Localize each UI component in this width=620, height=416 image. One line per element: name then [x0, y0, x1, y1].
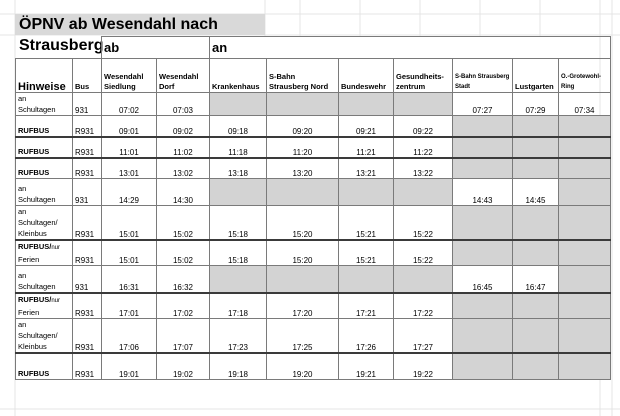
cell-gesundheitszentrum: 09:22 [394, 116, 453, 137]
cell-krankenhaus: 09:18 [210, 116, 267, 137]
cell-bundeswehr: 17:21 [339, 293, 394, 319]
table-row [16, 137, 611, 158]
cell-krankenhaus: 15:18 [210, 240, 267, 266]
cell-sbahn-nord: 09:20 [267, 116, 339, 137]
cell-bus: R931 [73, 293, 102, 319]
cell-sbahn-stadt [453, 137, 513, 158]
cell-lustgarten [513, 116, 559, 137]
cell-wesendahl-dorf: 13:02 [157, 158, 210, 179]
cell-krankenhaus [210, 179, 267, 206]
cell-grotewohl-ring [559, 353, 611, 380]
cell-gesundheitszentrum: 15:22 [394, 240, 453, 266]
cell-grotewohl-ring [559, 240, 611, 266]
cell-bundeswehr: 15:21 [339, 240, 394, 266]
rufbus-label: RUFBUS/nur [18, 242, 61, 251]
cell-grotewohl-ring [559, 179, 611, 206]
table-row [16, 116, 611, 137]
cell-sbahn-nord: 17:25 [267, 318, 339, 353]
rufbus-label: RUFBUS [18, 369, 50, 378]
cell-grotewohl-ring [559, 266, 611, 293]
cell-hinweis [16, 116, 73, 137]
table-row [16, 353, 611, 380]
header-lustgarten: Lustgarten [513, 59, 559, 93]
group-blank [73, 37, 102, 59]
cell-sbahn-stadt [453, 353, 513, 380]
table-row [16, 266, 611, 293]
cell-hinweis: an Schultagen [16, 266, 73, 293]
cell-wesendahl-dorf: 19:02 [157, 353, 210, 380]
cell-wesendahl-siedlung: 19:01 [102, 353, 157, 380]
cell-krankenhaus: 17:23 [210, 318, 267, 353]
cell-lustgarten [513, 137, 559, 158]
note-qualifier: nur [51, 297, 61, 304]
cell-hinweis [16, 353, 73, 380]
cell-sbahn-stadt [453, 240, 513, 266]
header-wesendahl-siedlung: Wesendahl Siedlung [102, 59, 157, 93]
cell-gesundheitszentrum [394, 266, 453, 293]
cell-wesendahl-siedlung: 15:01 [102, 206, 157, 241]
cell-krankenhaus: 19:18 [210, 353, 267, 380]
cell-gesundheitszentrum: 15:22 [394, 206, 453, 241]
cell-sbahn-stadt [453, 158, 513, 179]
cell-wesendahl-siedlung: 17:06 [102, 318, 157, 353]
cell-wesendahl-dorf: 17:02 [157, 293, 210, 319]
cell-wesendahl-dorf: 16:32 [157, 266, 210, 293]
cell-hinweis: an Schultagen/ Kleinbus [16, 318, 73, 353]
cell-hinweis [16, 137, 73, 158]
cell-sbahn-nord: 17:20 [267, 293, 339, 319]
cell-lustgarten [513, 240, 559, 266]
cell-sbahn-stadt [453, 206, 513, 241]
cell-krankenhaus: 11:18 [210, 137, 267, 158]
cell-gesundheitszentrum: 11:22 [394, 137, 453, 158]
table-row [16, 179, 611, 206]
cell-bus: R931 [73, 240, 102, 266]
cell-bundeswehr: 09:21 [339, 116, 394, 137]
cell-bus: R931 [73, 353, 102, 380]
cell-sbahn-stadt [453, 293, 513, 319]
cell-wesendahl-dorf: 15:02 [157, 206, 210, 241]
header-wesendahl-dorf: Wesendahl Dorf [157, 59, 210, 93]
cell-grotewohl-ring [559, 318, 611, 353]
cell-krankenhaus: 13:18 [210, 158, 267, 179]
table-row [16, 158, 611, 179]
table-row [16, 318, 611, 353]
header-gesundheitszentrum: Gesundheits-zentrum [394, 59, 453, 93]
cell-sbahn-stadt [453, 318, 513, 353]
cell-sbahn-nord [267, 179, 339, 206]
cell-hinweis: an Schultagen [16, 93, 73, 116]
cell-sbahn-stadt [453, 116, 513, 137]
cell-grotewohl-ring [559, 206, 611, 241]
cell-grotewohl-ring [559, 137, 611, 158]
cell-lustgarten: 16:47 [513, 266, 559, 293]
cell-krankenhaus: 15:18 [210, 206, 267, 241]
cell-lustgarten [513, 293, 559, 319]
cell-grotewohl-ring [559, 293, 611, 319]
cell-wesendahl-dorf: 07:03 [157, 93, 210, 116]
cell-wesendahl-siedlung: 14:29 [102, 179, 157, 206]
cell-bus: R931 [73, 137, 102, 158]
table-row [16, 293, 611, 319]
column-header-row [16, 59, 611, 93]
cell-lustgarten: 14:45 [513, 179, 559, 206]
cell-wesendahl-siedlung: 09:01 [102, 116, 157, 137]
timetable [15, 36, 611, 380]
cell-bundeswehr [339, 266, 394, 293]
cell-krankenhaus: 17:18 [210, 293, 267, 319]
cell-wesendahl-siedlung: 16:31 [102, 266, 157, 293]
cell-wesendahl-siedlung: 07:02 [102, 93, 157, 116]
rufbus-label: RUFBUS [18, 168, 50, 177]
cell-wesendahl-dorf: 09:02 [157, 116, 210, 137]
cell-krankenhaus [210, 93, 267, 116]
cell-sbahn-stadt: 07:27 [453, 93, 513, 116]
cell-sbahn-nord [267, 266, 339, 293]
cell-hinweis: an Schultagen/ Kleinbus [16, 206, 73, 241]
cell-bus: 931 [73, 179, 102, 206]
cell-wesendahl-siedlung: 15:01 [102, 240, 157, 266]
cell-gesundheitszentrum: 19:22 [394, 353, 453, 380]
table-row [16, 240, 611, 266]
table-row [16, 206, 611, 241]
group-blank [16, 37, 73, 59]
table-row [16, 93, 611, 116]
cell-lustgarten [513, 206, 559, 241]
cell-bus: 931 [73, 93, 102, 116]
cell-gesundheitszentrum [394, 93, 453, 116]
cell-sbahn-nord: 11:20 [267, 137, 339, 158]
cell-wesendahl-dorf: 14:30 [157, 179, 210, 206]
cell-grotewohl-ring [559, 116, 611, 137]
group-an: an [210, 37, 611, 59]
cell-hinweis: RUFBUS/nur Ferien [16, 293, 73, 319]
group-ab: ab [102, 37, 210, 59]
cell-bundeswehr: 15:21 [339, 206, 394, 241]
cell-sbahn-nord [267, 93, 339, 116]
rufbus-label: RUFBUS/nur [18, 294, 61, 304]
cell-bundeswehr: 13:21 [339, 158, 394, 179]
cell-bundeswehr [339, 93, 394, 116]
cell-bus: 931 [73, 266, 102, 293]
header-grotewohl-ring: O.-Grotewohl-Ring [559, 59, 611, 93]
cell-lustgarten [513, 318, 559, 353]
header-bundeswehr: Bundeswehr [339, 59, 394, 93]
cell-krankenhaus [210, 266, 267, 293]
cell-sbahn-nord: 15:20 [267, 206, 339, 241]
cell-lustgarten [513, 158, 559, 179]
cell-sbahn-nord: 19:20 [267, 353, 339, 380]
cell-bus: R931 [73, 116, 102, 137]
cell-bundeswehr: 19:21 [339, 353, 394, 380]
header-sbahn-nord: S-Bahn Strausberg Nord [267, 59, 339, 93]
cell-sbahn-nord: 15:20 [267, 240, 339, 266]
cell-sbahn-stadt: 14:43 [453, 179, 513, 206]
group-header-row [16, 37, 611, 59]
cell-wesendahl-dorf: 17:07 [157, 318, 210, 353]
cell-lustgarten: 07:29 [513, 93, 559, 116]
cell-gesundheitszentrum: 13:22 [394, 158, 453, 179]
cell-sbahn-stadt: 16:45 [453, 266, 513, 293]
cell-bus: R931 [73, 158, 102, 179]
cell-gesundheitszentrum: 17:22 [394, 293, 453, 319]
cell-gesundheitszentrum: 17:27 [394, 318, 453, 353]
cell-sbahn-nord: 13:20 [267, 158, 339, 179]
cell-wesendahl-siedlung: 13:01 [102, 158, 157, 179]
page-title: ÖPNV ab Wesendahl nach Strausberg [15, 14, 265, 35]
note-qualifier: nur [51, 245, 61, 251]
cell-wesendahl-dorf: 15:02 [157, 240, 210, 266]
cell-lustgarten [513, 353, 559, 380]
cell-gesundheitszentrum [394, 179, 453, 206]
cell-grotewohl-ring [559, 158, 611, 179]
rufbus-label: RUFBUS [18, 146, 50, 156]
cell-bus: R931 [73, 318, 102, 353]
header-bus: Bus [73, 59, 102, 93]
cell-hinweis [16, 158, 73, 179]
cell-wesendahl-dorf: 11:02 [157, 137, 210, 158]
header-sbahn-stadt: S-Bahn Strausberg Stadt [453, 59, 513, 93]
cell-bus: R931 [73, 206, 102, 241]
cell-grotewohl-ring: 07:34 [559, 93, 611, 116]
cell-bundeswehr: 11:21 [339, 137, 394, 158]
cell-hinweis: an Schultagen [16, 179, 73, 206]
cell-hinweis: RUFBUS/nur Ferien [16, 240, 73, 266]
header-hinweise: Hinweise [16, 59, 73, 93]
header-krankenhaus: Krankenhaus [210, 59, 267, 93]
rufbus-label: RUFBUS [18, 125, 50, 135]
cell-wesendahl-siedlung: 17:01 [102, 293, 157, 319]
cell-wesendahl-siedlung: 11:01 [102, 137, 157, 158]
cell-bundeswehr [339, 179, 394, 206]
cell-bundeswehr: 17:26 [339, 318, 394, 353]
